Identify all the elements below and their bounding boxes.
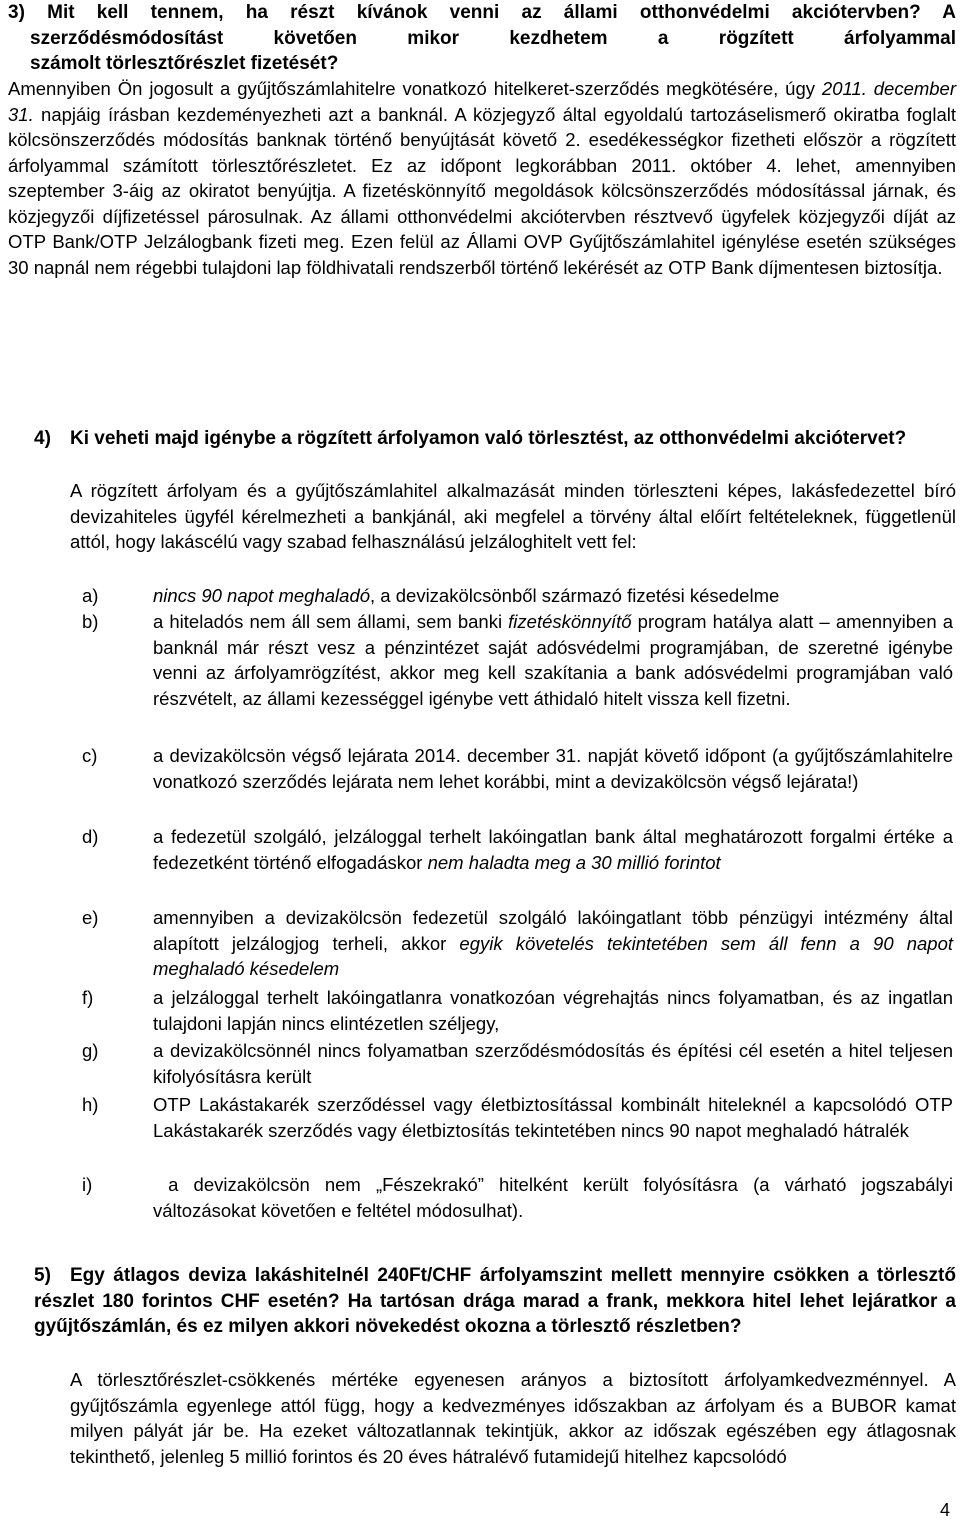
list-item-text <box>153 905 953 982</box>
list-item-label: h) <box>82 1094 99 1115</box>
list-item-text <box>153 824 953 875</box>
q4-heading-text: Ki veheti majd igénybe a rögzített árfolyamon való törlesztést, az otthonvédelmi akciótervet? <box>70 428 907 449</box>
list-item-label: a) <box>82 585 99 606</box>
list-item-label: g) <box>82 1040 99 1061</box>
q3-heading-line3: számolt törlesztőrészlet fizetését? <box>30 53 339 74</box>
q5-heading-text: Egy átlagos deviza lakáshitelnél 240Ft/CHF árfolyamszint mellett mennyire csökken a törlesztő részlet 180 forintos CHF esetén? Ha tartósan drága marad a frank, mekkora hitel lehet lejáratkor a gyűjtőszámlán, és ez milyen akkori növekedést okozna a törlesztő részletben? <box>34 1265 956 1337</box>
item-a-rest: , a devizakölcsönből származó fizetési késedelme <box>370 585 780 606</box>
list-item-label: b) <box>82 611 99 632</box>
q3-heading-line1: 3) Mit kell tennem, ha részt kívánok venni az állami otthonvédelmi akciótervben? A <box>8 2 956 23</box>
item-b-part3: program hatálya alatt – amennyiben a banknál már részt vesz a pénzintézet saját adósvédelmi programjában, de szeretné igénybe venni az árfolyamrögzítést, akkor meg kell szakítania a bank adósvédelmi programjában való részvételt, az állami kezességgel igénybe vett áthidaló hitelt vissza kell fizetni. <box>153 611 953 709</box>
item-b-italic: fizetéskönnyítő <box>508 611 632 632</box>
item-d-part1: a fedezetül szolgáló, jelzáloggal terhelt lakóingatlan bank által meghatározott forgalmi értéke a fedezetként történő elfogadáskor <box>153 826 953 873</box>
list-item-text: OTP Lakástakarék szerződéssel vagy életbiztosítással kombinált hiteleknél a kapcsolódó OTP Lakástakarék szerződés vagy életbiztosítás tekintetében nincs 90 napot meghaladó hátralék <box>153 1094 953 1141</box>
item-b-part1: a hiteladós nem áll sem állami, sem banki <box>153 611 509 632</box>
q5-answer: A törlesztőrészlet-csökkenés mértéke egyenesen arányos a biztosított árfolyamkedvezménnyel. A gyűjtőszámla egyenlege attól függ, hogy a kedvezményes időszakban az árfolyam és a BUBOR kamat milyen pályát jár be. Ha ezeket változatlannak tekintjük, akkor az időszak egészében egy átlagosnak tekinthető, jelenleg 5 millió forintos és 20 éves hátralévő futamidejű hitelhez kapcsolódó <box>70 1369 956 1467</box>
q3-answer-part1: Amennyiben Ön jogosult a gyűjtőszámlahitelre vonatkozó hitelkeret-szerződés megkötésére, úgy <box>8 78 822 99</box>
list-item-h <box>82 1092 956 1172</box>
list-item-e <box>82 905 956 985</box>
q5-number: 5) <box>34 1265 51 1286</box>
item-e-italic: egyik követelés tekintetében sem áll fenn a 90 napot meghaladó késedelem <box>153 932 953 979</box>
list-item-text <box>153 609 953 711</box>
list-item-text: a devizakölcsön nem „Fészekrakó” hitelként került folyósításra (a várható jogszabályi változásokat követően e feltétel módosulhat). <box>153 1174 959 1221</box>
list-item-text: a devizakölcsön végső lejárata 2014. december 31. napját követő időpont (a gyűjtőszámlahitelre vonatkozó szerződés lejárata nem lehet korábbi, mint a devizakölcsön végső lejárata!) <box>153 745 953 792</box>
q3-answer <box>8 76 956 280</box>
q4-intro: A rögzített árfolyam és a gyűjtőszámlahitel alkalmazását minden törleszteni képes, lakásfedezettel bíró devizahiteles ügyfél kérelmezheti a bankjánál, aki megfelel a törvény által előírt feltételeknek, függetlenül attól, hogy lakáscélú vagy szabad felhasználású jelzáloghitelt vett fel: <box>70 480 956 552</box>
q3-answer-date: 2011. december 31. <box>8 78 957 125</box>
list-item-d <box>82 824 956 904</box>
page-number: 4 <box>940 1500 951 1520</box>
list-item-g <box>82 1038 956 1092</box>
list-item-label: d) <box>82 826 99 847</box>
item-e-part1: amennyiben a devizakölcsön fedezetül szolgáló lakóingatlant több pénzügyi intézmény által alapított jelzálogjog terheli, akkor <box>153 907 953 954</box>
q3-heading-line2: szerződésmódosítást követően mikor kezdhetem a rögzített árfolyammal <box>30 27 956 49</box>
list-item-text <box>153 583 953 609</box>
q5-heading <box>34 1263 956 1340</box>
list-item-text: a jelzáloggal terhelt lakóingatlanra vonatkozóan végrehajtás nincs folyamatban, és az ingatlan tulajdoni lapján nincs elintézetlen széljegy, <box>153 987 953 1034</box>
list-item-f <box>82 985 956 1039</box>
list-item-label: c) <box>82 745 98 766</box>
q3-heading <box>8 0 956 77</box>
list-item-label: f) <box>82 987 94 1008</box>
list-item-i <box>82 1172 959 1226</box>
list-item-c <box>82 743 956 823</box>
list-item-a <box>82 583 956 609</box>
list-item-label: i) <box>82 1174 93 1195</box>
q4-number: 4) <box>34 428 51 449</box>
list-item-text: a devizakölcsönnél nincs folyamatban szerződésmódosítás és építési cél esetén a hitel teljesen kifolyósításra került <box>153 1040 953 1087</box>
list-item-b <box>82 609 956 739</box>
item-a-italic: nincs 90 napot meghaladó <box>153 585 371 606</box>
list-item-label: e) <box>82 907 99 928</box>
q3-answer-part2: napjáig írásban kezdeményezheti azt a banknál. A közjegyző által egyoldalú tartozáselismerő okiratba foglalt kölcsönszerződés módosítás banknak történő benyújtását követő 2. esedékességkor fizetheti először a rögzített árfolyammal számított törlesztőrészletet. Ez az időpont legkorábban 2011. október 4. lehet, amennyiben szeptember 3-áig az okiratot benyújtja. A fizetéskönnyítő megoldások kölcsönszerződés módosítással járnak, és közjegyzői díjfizetéssel párosulnak. Az állami otthonvédelmi akciótervben résztvevő ügyfelek közjegyzői díját az OTP Bank/OTP Jelzálogbank fizeti meg. Ezen felül az Állami OVP Gyűjtőszámlahitel igénylése esetén szükséges 30 napnál nem régebbi tulajdoni lap földhivatali rendszerből történő lekérését az OTP Bank díjmentesen biztosítja. <box>8 103 956 278</box>
item-d-italic: nem haladta meg a 30 millió forintot <box>427 851 721 873</box>
q4-heading <box>34 426 956 452</box>
